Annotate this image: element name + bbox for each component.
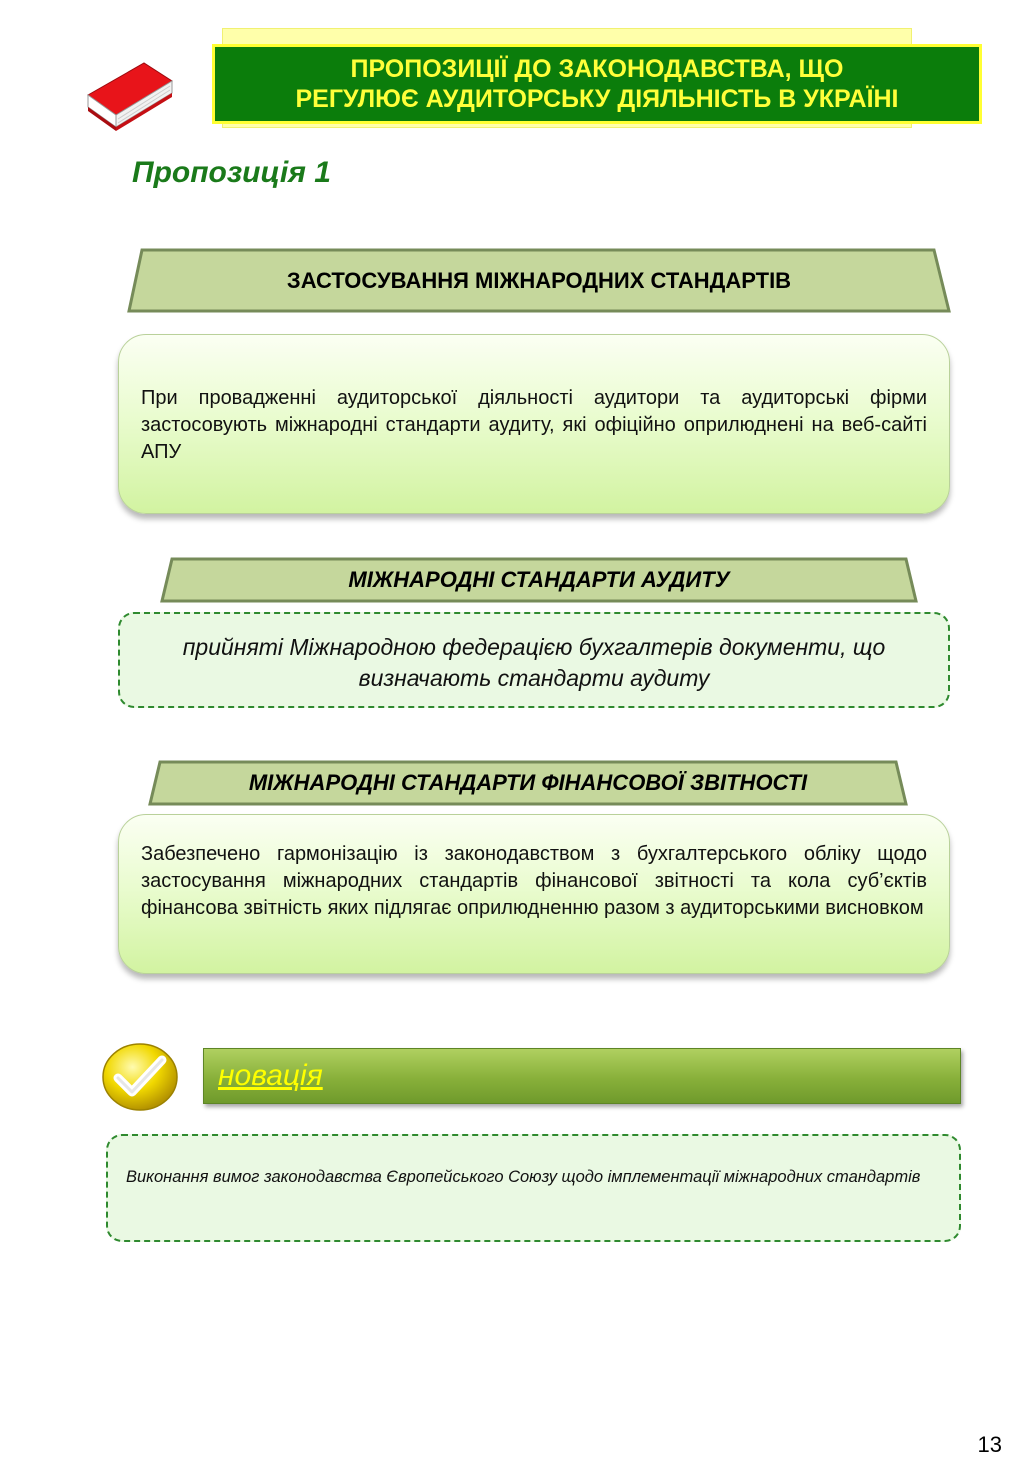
section-text-box bbox=[118, 814, 950, 974]
innovation-label: новація bbox=[218, 1059, 323, 1092]
section-heading-label: МІЖНАРОДНІ СТАНДАРТИ АУДИТУ bbox=[348, 567, 730, 592]
definition-box bbox=[118, 612, 950, 708]
innovation-text: Виконання вимог законодавства Європейського Союзу щодо імплементації міжнародних стандартів bbox=[126, 1168, 921, 1186]
section-heading-label: ЗАСТОСУВАННЯ МІЖНАРОДНИХ СТАНДАРТІВ bbox=[286, 268, 792, 293]
page-title-line2: РЕГУЛЮЄ АУДИТОРСЬКУ ДІЯЛЬНІСТЬ В УКРАЇНІ bbox=[295, 85, 899, 113]
section-heading-audit-standards bbox=[160, 557, 918, 603]
section-text: Забезпечено гармонізацію із законодавством з бухгалтерського обліку щодо застосування міжнародних стандартів фінансової звітності та кола суб’єктів фінансова звітність яких підлягає оприлюдненню разом з аудиторськими висновком bbox=[141, 843, 927, 920]
page-title-banner bbox=[212, 44, 982, 124]
section-heading-ifrs bbox=[148, 760, 908, 806]
checkmark-icon bbox=[100, 1040, 180, 1114]
book-icon bbox=[82, 55, 174, 133]
page-number: 13 bbox=[977, 1432, 1002, 1457]
section-heading-standards bbox=[126, 248, 952, 314]
section-heading-label: МІЖНАРОДНІ СТАНДАРТИ ФІНАНСОВОЇ ЗВІТНОСТІ bbox=[248, 770, 808, 795]
innovation-box bbox=[106, 1134, 961, 1242]
page-title-line1: ПРОПОЗИЦІЇ ДО ЗАКОНОДАВСТВА, ЩО bbox=[350, 55, 844, 83]
proposal-title: Пропозиція 1 bbox=[132, 156, 331, 189]
definition-text: прийняті Міжнародною федерацією бухгалтерів документи, що визначають стандарти аудиту bbox=[182, 634, 886, 692]
innovation-banner bbox=[203, 1048, 961, 1104]
section-text-box bbox=[118, 334, 950, 514]
section-text: При провадженні аудиторської діяльності аудитори та аудиторські фірми застосовують міжнародні стандарти аудиту, які офіційно оприлюднені на веб-сайті АПУ bbox=[141, 387, 927, 464]
